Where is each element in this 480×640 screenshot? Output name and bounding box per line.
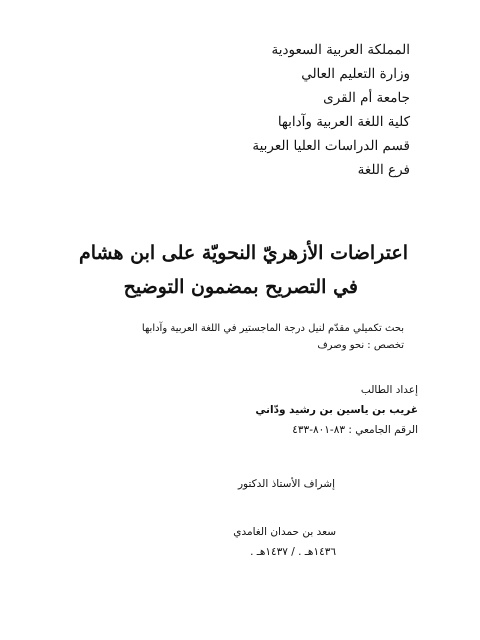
supervisor-name: سعد بن حمدان الغامدي <box>233 526 336 538</box>
thesis-title-line-2: في التصريح بمضمون التوضيح <box>123 276 358 298</box>
university-id: الرقم الجامعي : ٨٣-٨٠١-٤٣٣ <box>292 424 418 436</box>
header-country: المملكة العربية السعودية <box>271 42 410 58</box>
student-name: غريب بن ياسين بن رشيد ودّاني <box>255 404 418 416</box>
thesis-title <box>79 236 408 304</box>
prepared-by-label: إعداد الطالب <box>360 384 418 396</box>
supervisor-section <box>233 522 336 562</box>
academic-year: ١٤٣٦هـ . / ١٤٣٧هـ . <box>250 546 336 558</box>
prepared-by-section <box>255 380 418 440</box>
institution-header <box>252 38 410 182</box>
research-specialization: تخصص : نحو وصرف <box>317 340 404 351</box>
header-ministry: وزارة التعليم العالي <box>301 66 410 82</box>
header-university: جامعة أم القرى <box>323 90 410 106</box>
thesis-title-line-1: اعتراضات الأزهريّ النحويّة على ابن هشام <box>78 242 408 264</box>
research-purpose: بحث تكميلي مقدّم لنيل درجة الماجستير في اللغة العربية وآدابها <box>141 323 404 334</box>
header-branch: فرع اللغة <box>357 162 410 178</box>
header-department: قسم الدراسات العليا العربية <box>252 138 410 154</box>
supervision-label: إشراف الأستاذ الدكتور <box>237 478 335 490</box>
research-description <box>142 320 404 354</box>
header-college: كلية اللغة العربية وآدابها <box>277 114 410 130</box>
